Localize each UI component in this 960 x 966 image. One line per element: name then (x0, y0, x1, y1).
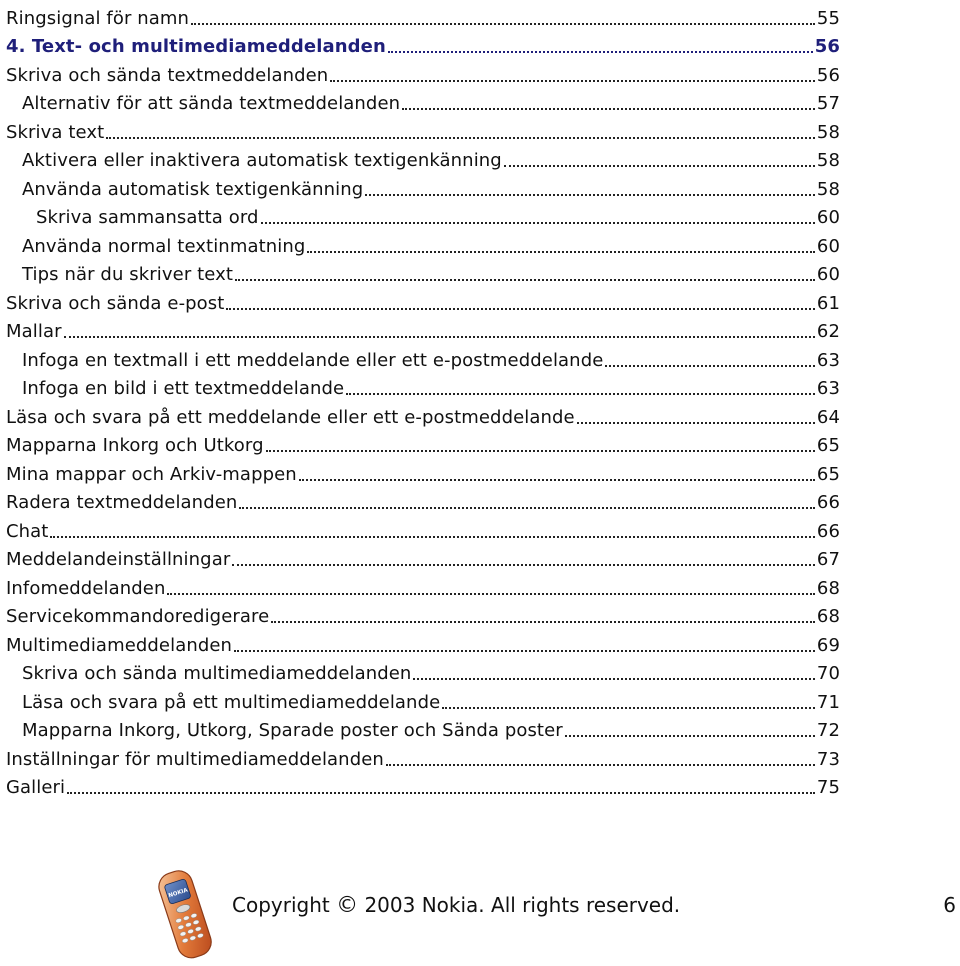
toc-entry-page: 64 (816, 406, 840, 428)
toc-entry[interactable] (6, 570, 840, 599)
copyright-symbol: © (336, 893, 359, 918)
toc-entry-page: 56 (814, 36, 840, 57)
dot-leader (386, 764, 815, 766)
page-footer (0, 860, 960, 960)
dot-leader (67, 792, 815, 794)
dot-leader (365, 194, 815, 196)
dot-leader (605, 365, 814, 367)
toc-entry[interactable] (6, 684, 840, 713)
toc-entry-page: 65 (816, 435, 840, 456)
nokia-phone-icon (150, 866, 222, 962)
toc-entry-title: Galleri (6, 777, 66, 798)
dot-leader (271, 621, 815, 623)
toc-entry-title: Chat (6, 520, 49, 542)
toc-entry-title: Meddelandeinställningar (6, 549, 231, 570)
toc-entry-page: 72 (816, 720, 840, 741)
toc-entry[interactable] (6, 257, 840, 286)
toc-entry-title: Skriva text (6, 121, 105, 143)
toc-entry[interactable] (6, 399, 840, 428)
dot-leader (261, 222, 815, 224)
toc-entry-page: 65 (816, 463, 840, 485)
dot-leader (330, 80, 815, 82)
dot-leader (167, 593, 814, 595)
dot-leader (191, 23, 815, 25)
dot-leader (565, 735, 815, 737)
toc-entry[interactable] (6, 0, 840, 29)
toc-entry-title: Infoga en bild i ett textmeddelande (22, 378, 345, 399)
toc-entry-page: 71 (816, 691, 840, 713)
toc-entry-title: Tips när du skriver text (22, 264, 234, 285)
toc-entry-title: Infoga en textmall i ett meddelande eller ett e-postmeddelande (22, 349, 604, 371)
toc-entry-title: Multimediameddelanden (6, 634, 233, 656)
toc-entry-page: 60 (816, 264, 840, 285)
toc-entry[interactable] (6, 627, 840, 656)
table-of-contents (6, 0, 840, 798)
toc-entry-page: 75 (816, 777, 840, 798)
toc-entry-title: Skriva och sända textmeddelanden (6, 64, 329, 86)
toc-entry[interactable] (6, 200, 840, 229)
toc-entry-page: 63 (816, 349, 840, 371)
dot-leader (402, 108, 815, 110)
toc-entry-page: 66 (816, 520, 840, 542)
dot-leader (226, 308, 814, 310)
toc-entry-page: 58 (816, 178, 840, 200)
svg-text:NOKIA: NOKIA (167, 887, 189, 900)
toc-entry[interactable] (6, 228, 840, 257)
toc-entry-page: 55 (816, 7, 840, 29)
toc-entry-title: Skriva sammansatta ord (36, 207, 259, 228)
toc-entry-title: Använda automatisk textigenkänning (22, 178, 364, 200)
toc-entry[interactable] (6, 86, 840, 115)
toc-entry-page: 67 (816, 549, 840, 570)
toc-entry-title: Mapparna Inkorg och Utkorg (6, 435, 264, 456)
dot-leader (232, 564, 815, 566)
dot-leader (388, 51, 813, 53)
copyright-prefix: Copyright (232, 893, 330, 917)
toc-entry[interactable] (6, 513, 840, 542)
dot-leader (64, 336, 815, 338)
page-number: 6 (943, 893, 956, 917)
toc-entry-title: Skriva och sända multimediameddelanden (22, 663, 412, 684)
toc-entry-page: 68 (816, 577, 840, 599)
dot-leader (234, 650, 815, 652)
dot-leader (413, 678, 814, 680)
toc-entry[interactable] (6, 456, 840, 485)
dot-leader (106, 137, 815, 139)
dot-leader (504, 165, 815, 167)
toc-entry-page: 60 (816, 207, 840, 228)
toc-entry[interactable] (6, 542, 840, 571)
toc-entry[interactable] (6, 143, 840, 172)
toc-entry-title: 4. Text- och multimediameddelanden (6, 36, 386, 57)
toc-section-heading[interactable] (6, 29, 840, 58)
toc-entry-page: 56 (816, 64, 840, 86)
dot-leader (235, 279, 815, 281)
toc-entry-page: 58 (816, 150, 840, 171)
toc-entry-title: Infomeddelanden (6, 577, 166, 599)
toc-entry[interactable] (6, 171, 840, 200)
toc-entry-page: 70 (816, 663, 840, 684)
toc-entry-title: Mina mappar och Arkiv-mappen (6, 463, 297, 485)
dot-leader (239, 507, 814, 509)
toc-entry[interactable] (6, 371, 840, 400)
copyright-suffix: 2003 Nokia. All rights reserved. (364, 893, 681, 917)
dot-leader (307, 251, 815, 253)
toc-entry-page: 68 (816, 606, 840, 627)
toc-entry-page: 60 (816, 235, 840, 257)
toc-entry-page: 61 (816, 292, 840, 314)
toc-entry-title: Alternativ för att sända textmeddelanden (22, 93, 401, 114)
toc-entry-page: 63 (816, 378, 840, 399)
toc-entry-title: Servicekommandoredigerare (6, 606, 270, 627)
toc-entry[interactable] (6, 599, 840, 628)
dot-leader (442, 707, 815, 709)
toc-entry[interactable] (6, 485, 840, 514)
toc-entry-page: 73 (816, 748, 840, 770)
dot-leader (577, 422, 815, 424)
toc-entry-title: Aktivera eller inaktivera automatisk textigenkänning (22, 150, 502, 171)
toc-entry[interactable] (6, 114, 840, 143)
dot-leader (50, 536, 814, 538)
toc-entry[interactable] (6, 57, 840, 86)
toc-entry-title: Ringsignal för namn (6, 7, 190, 29)
dot-leader (346, 393, 815, 395)
toc-entry[interactable] (6, 314, 840, 343)
toc-entry-title: Skriva och sända e-post (6, 292, 225, 314)
toc-entry-page: 57 (816, 93, 840, 114)
toc-entry[interactable] (6, 713, 840, 742)
toc-entry-title: Radera textmeddelanden (6, 492, 238, 513)
toc-entry-title: Använda normal textinmatning (22, 235, 306, 257)
dot-leader (266, 450, 815, 452)
toc-entry-page: 66 (816, 492, 840, 513)
toc-entry[interactable] (6, 428, 840, 457)
toc-entry-page: 58 (816, 121, 840, 143)
toc-entry[interactable] (6, 342, 840, 371)
toc-entry-title: Läsa och svara på ett meddelande eller ett e-postmeddelande (6, 406, 575, 428)
toc-entry[interactable] (6, 770, 840, 799)
toc-entry[interactable] (6, 741, 840, 770)
toc-entry-title: Mallar (6, 321, 62, 342)
toc-entry-page: 69 (816, 634, 840, 656)
toc-entry[interactable] (6, 285, 840, 314)
toc-entry[interactable] (6, 656, 840, 685)
copyright-notice (232, 893, 680, 918)
toc-entry-title: Mapparna Inkorg, Utkorg, Sparade poster och Sända poster (22, 720, 563, 741)
toc-entry-title: Läsa och svara på ett multimediameddelande (22, 691, 441, 713)
toc-entry-title: Inställningar för multimediameddelanden (6, 748, 384, 770)
toc-entry-page: 62 (816, 321, 840, 342)
dot-leader (299, 479, 815, 481)
